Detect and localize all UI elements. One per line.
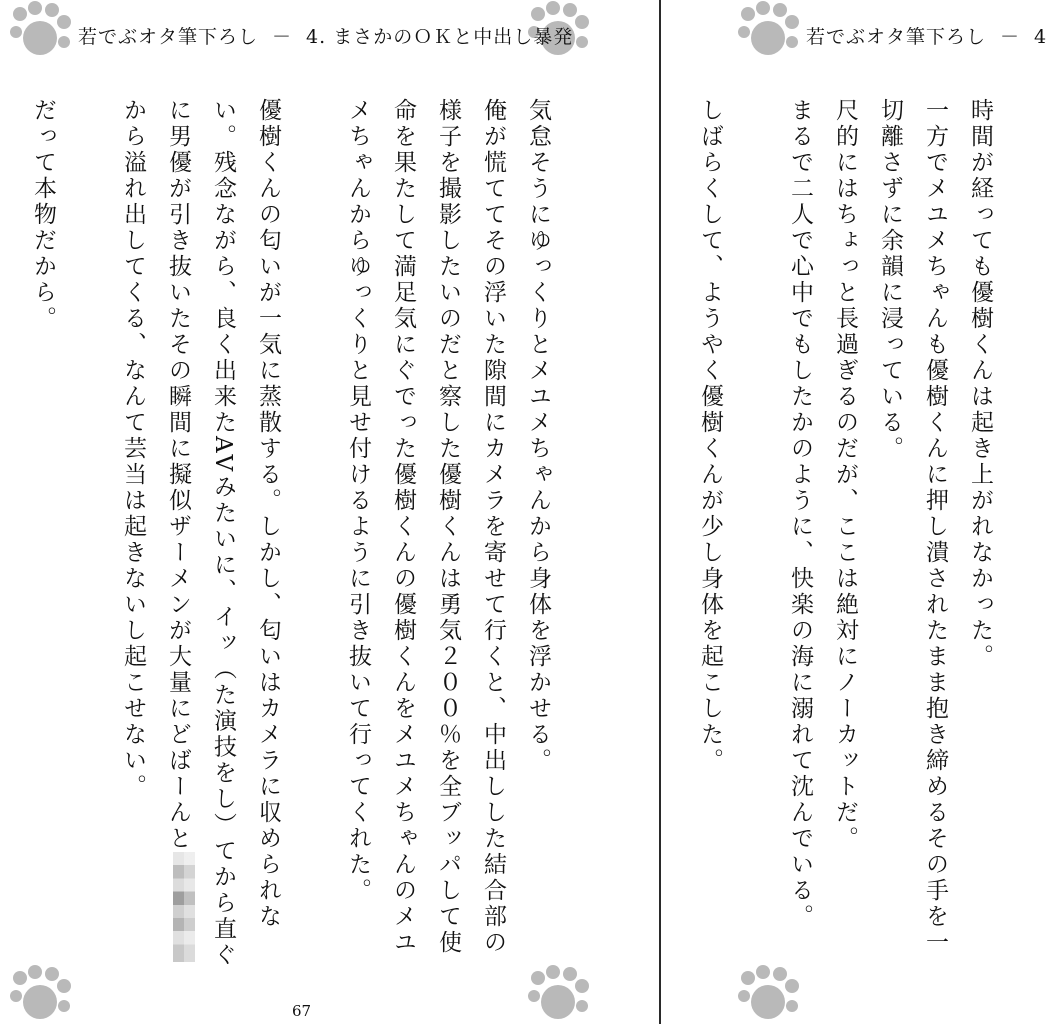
running-header [78,22,573,52]
paragraph: 俺が慌ててその浮いた隙間にカメラを寄せて行くと、中出しした結合部の様子を撮影したいのだと察した優樹くんは勇気２００％を全ブッパして使命を果たして満足気にぐでった優樹くんの優樹くんをメユメちゃんのメユメちゃんからゆっくりと見せ付けるように引き抜いて行ってくれた。 [345,98,506,956]
body-text [0,98,560,978]
paw-print-icon [8,0,72,64]
paragraph-text: 優樹くんの匂いが一気に蒸散する。しかし、匂いはカメラに収められない。残念ながら、良く出来たAVみたいに、イッ（た演技をし）てから直ぐに男優が引き抜いたその瞬間に擬似ザーメンが大量にどばーんと [165,98,281,969]
header-separator: － [272,26,293,48]
paragraph: 時間が経っても優樹くんは起き上がれなかった。 [967,98,993,670]
body-text [662,98,1002,978]
chapter-title: 4 [1034,26,1047,48]
running-header [806,22,1047,52]
mosaic-censor [173,852,195,962]
paw-print-icon [736,0,800,64]
chapter-title: 4. まさかのＯＫと中出し暴発 [306,26,574,48]
paragraph: 尺的にはちょっと長過ぎるのだが、ここは絶対にノーカットだ。 [832,98,858,852]
paragraph-text-tail: から溢れ出してくる、なんて芸当は起きないし起こせない。 [120,98,146,800]
paragraph [110,98,290,978]
page-number: 67 [292,1002,312,1020]
paragraph: だって本物だから。 [30,98,56,332]
blank-line [65,98,110,978]
blank-line [0,98,20,978]
paragraph: まるで二人で心中でもしたかのように、快楽の海に溺れて沈んでいる。 [787,98,813,930]
book-title: 若でぶオタ筆下ろし [78,26,259,48]
blank-line [732,98,777,978]
paragraph: 気怠そうにゆっくりとメユメちゃんから身体を浮かせる。 [525,98,551,774]
right-page [662,0,1047,1024]
book-title: 若でぶオタ筆下ろし [806,26,987,48]
paragraph: 一方でメユメちゃんも優樹くんに押し潰されたまま抱き締めるその手を一切離さずに余韻に浸っている。 [877,98,948,956]
blank-line [290,98,335,978]
page-divider [659,0,661,1024]
paragraph: しばらくして、ようやく優樹くんが少し身体を起こした。 [697,98,723,774]
header-separator: － [1000,26,1021,48]
